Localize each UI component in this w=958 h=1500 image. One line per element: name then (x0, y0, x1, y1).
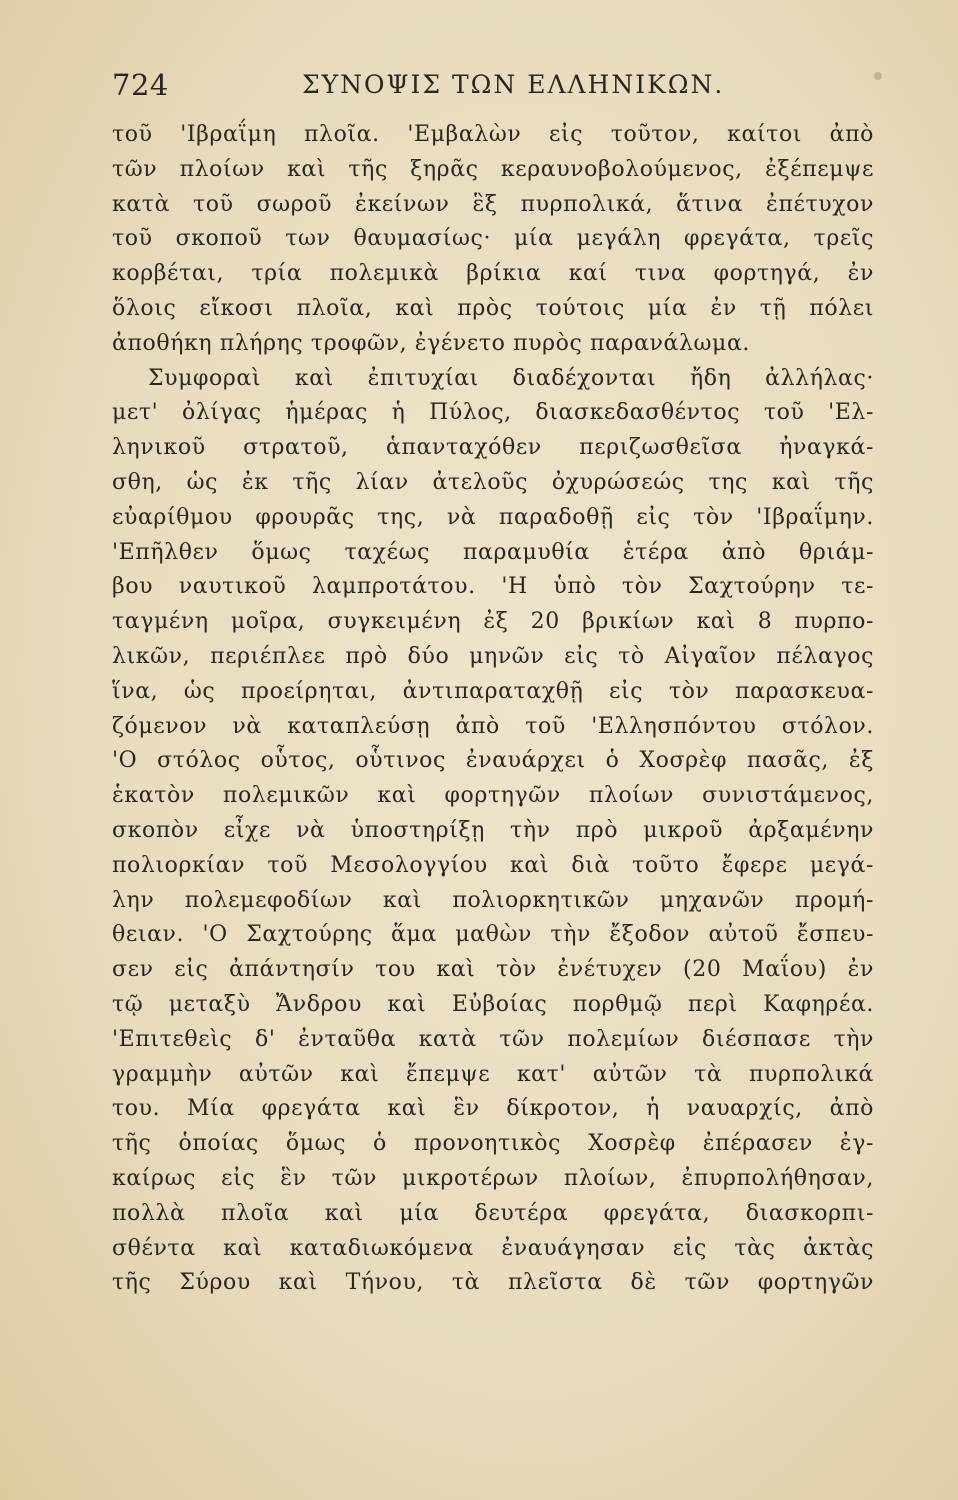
text-line: σκοπὸν εἶχε νὰ ὑποστηρίξῃ τὴν πρὸ μικροῦ ἀρξαμένην (112, 817, 874, 843)
text-line: εὐαρίθμου φρουρᾶς της, νὰ παραδοθῇ εἰς τὸν 'Ιβραΐμην. (112, 504, 874, 530)
text-line: ὅλοις εἴκοσι πλοῖα, καὶ πρὸς τούτοις μία ἐν τῇ πόλει (112, 295, 874, 321)
text-line: πολλὰ πλοῖα καὶ μία δευτέρα φρεγάτα, διασκορπι- (112, 1200, 874, 1226)
text-line: τῆς Σύρου καὶ Τήνου, τὰ πλεῖστα δὲ τῶν φορτηγῶν (112, 1270, 874, 1296)
text-line: του. Μία φρεγάτα καὶ ἓν δίκροτον, ἡ ναυαρχίς, ἀπὸ (112, 1096, 874, 1122)
text-line: ἑκατὸν πολεμικῶν καὶ φορτηγῶν πλοίων συνιστάμενος, (112, 783, 874, 809)
body-text (112, 118, 874, 1301)
text-line: λικῶν, περιέπλεε πρὸ δύο μηνῶν εἰς τὸ Αἰγαῖον πέλαγος (112, 643, 874, 669)
text-line: βου ναυτικοῦ λαμπροτάτου. 'Η ὑπὸ τὸν Σαχτούρην τε- (112, 574, 874, 600)
page-number: 724 (112, 68, 169, 102)
running-head: ΣΥΝΟΨΙΣ ΤΩΝ ΕΛΛΗΝΙΚΩΝ. (302, 70, 725, 99)
text-line: κορβέται, τρία πολεμικὰ βρίκια καί τινα φορτηγά, ἐν (112, 261, 874, 287)
text-line: καίρως εἰς ἓν τῶν μικροτέρων πλοίων, ἐπυρπολήθησαν, (112, 1165, 874, 1191)
text-line: 'Επῆλθεν ὅμως ταχέως παραμυθία ἑτέρα ἀπὸ θριάμ- (112, 539, 874, 565)
text-line: γραμμὴν αὐτῶν καὶ ἔπεμψε κατ' αὐτῶν τὰ πυρπολικά (112, 1061, 874, 1087)
text-line: μετ' ὀλίγας ἡμέρας ἡ Πύλος, διασκεδασθέντος τοῦ 'Ελ- (112, 400, 874, 426)
text-line: ταγμένη μοῖρα, συγκειμένη ἐξ 20 βρικίων καὶ 8 πυρπο- (112, 609, 874, 635)
text-line: τοῦ σκοποῦ των θαυμασίως· μία μεγάλη φρεγάτα, τρεῖς (112, 226, 874, 252)
text-line: ἀποθήκη πλήρης τροφῶν, ἐγένετο πυρὸς παρανάλωμα. (112, 330, 750, 356)
text-line: θειαν. 'Ο Σαχτούρης ἅμα μαθὼν τὴν ἔξοδον αὐτοῦ ἔσπευ- (112, 922, 874, 948)
text-line: 'Επιτεθεὶς δ' ἐνταῦθα κατὰ τῶν πολεμίων διέσπασε τὴν (112, 1026, 874, 1052)
text-line: κατὰ τοῦ σωροῦ ἐκείνων ἓξ πυρπολικά, ἅτινα ἐπέτυχον (112, 191, 874, 217)
text-line: ληνικοῦ στρατοῦ, ἁπανταχόθεν περιζωσθεῖσα ἠναγκά- (112, 435, 874, 461)
text-line: τῷ μεταξὺ Ἄνδρου καὶ Εὐβοίας πορθμῷ περὶ Καφηρέα. (112, 991, 874, 1017)
page-header (112, 68, 872, 112)
text-line: ζόμενον νὰ καταπλεύσῃ ἀπὸ τοῦ 'Ελλησπόντου στόλον. (112, 713, 874, 739)
text-line: τοῦ 'Ιβραΐμη πλοῖα. 'Εμβαλὼν εἰς τοῦτον, καίτοι ἀπὸ (112, 122, 874, 147)
text-line: τῆς ὁποίας ὅμως ὁ προνοητικὸς Χοσρὲφ ἐπέρασεν ἐγ- (112, 1131, 874, 1157)
paper-stain (874, 72, 882, 80)
text-line: σεν εἰς ἀπάντησίν του καὶ τὸν ἐνέτυχεν (20 Μαΐου) ἐν (112, 957, 874, 983)
text-line: σθη, ὡς ἐκ τῆς λίαν ἀτελοῦς ὀχυρώσεώς της καὶ τῆς (112, 469, 874, 495)
text-line: τῶν πλοίων καὶ τῆς ξηρᾶς κεραυνοβολούμενος, ἐξέπεμψε (112, 156, 874, 182)
text-line: πολιορκίαν τοῦ Μεσολογγίου καὶ διὰ τοῦτο ἔφερε μεγά- (112, 852, 874, 878)
text-line: Συμφοραὶ καὶ ἐπιτυχίαι διαδέχονται ἤδη ἀλλήλας· (148, 365, 874, 391)
text-line: ἵνα, ὡς προείρηται, ἀντιπαραταχθῇ εἰς τὸν παρασκευα- (112, 678, 874, 704)
text-line: λην πολεμεφοδίων καὶ πολιορκητικῶν μηχανῶν προμή- (112, 887, 874, 913)
text-line: σθέντα καὶ καταδιωκόμενα ἐναυάγησαν εἰς τὰς ἀκτὰς (112, 1235, 874, 1261)
text-line: 'Ο στόλος οὗτος, οὗτινος ἐναυάρχει ὁ Χοσρὲφ πασᾶς, ἐξ (112, 748, 874, 774)
